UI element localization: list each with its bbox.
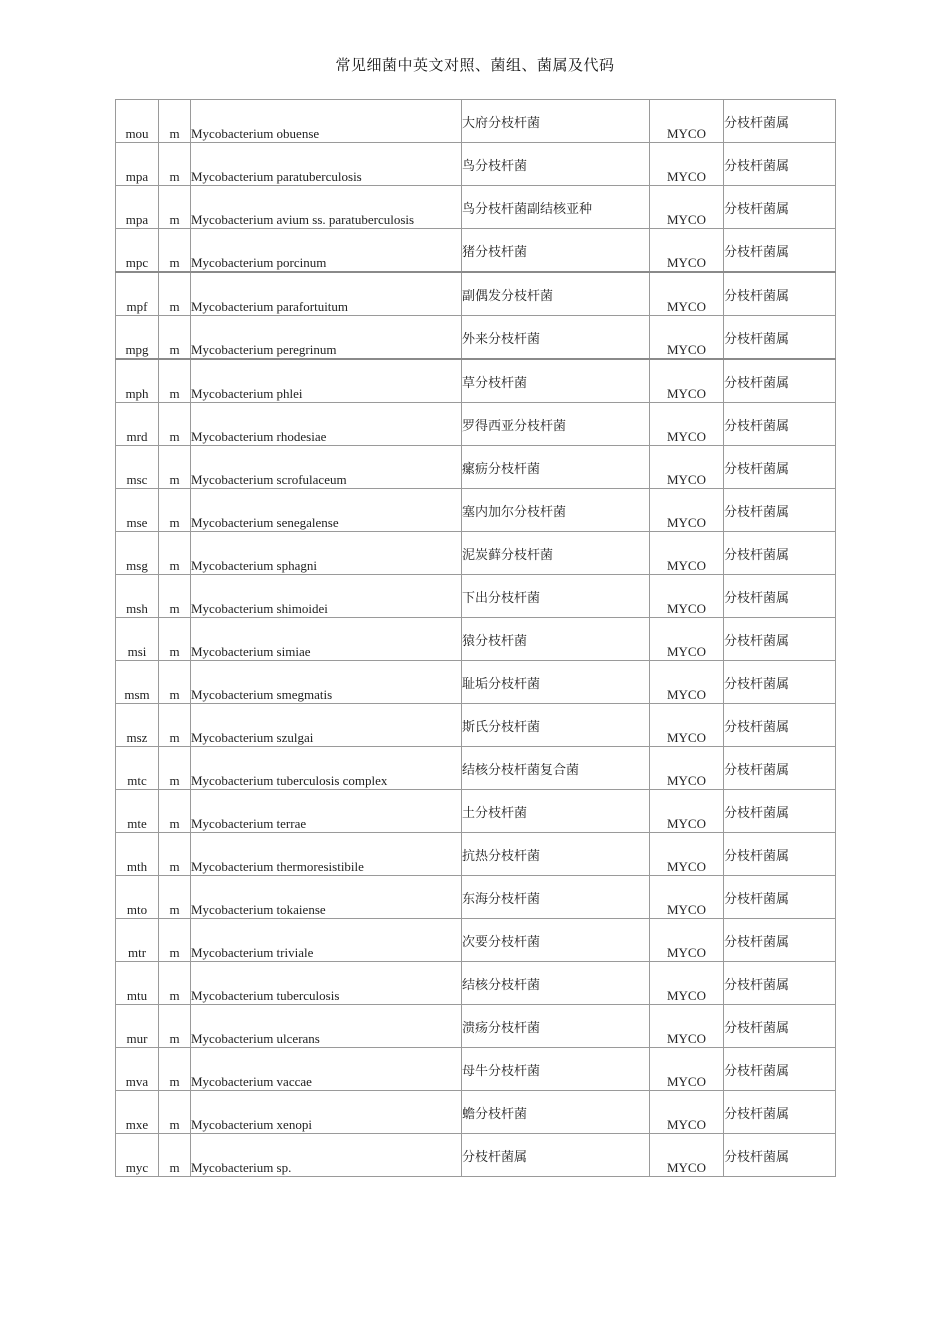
latin-name-cell: Mycobacterium terrae (191, 790, 462, 833)
m-cell: m (159, 919, 191, 962)
latin-name-cell: Mycobacterium avium ss. paratuberculosis (191, 186, 462, 229)
group-cell: MYCO (650, 186, 724, 229)
bacteria-code-table (115, 99, 836, 1177)
genus-cell: 分枝杆菌属 (724, 962, 836, 1005)
genus-cell: 分枝杆菌属 (724, 704, 836, 747)
page-title: 常见细菌中英文对照、菌组、菌属及代码 (335, 56, 615, 74)
latin-name-cell: Mycobacterium xenopi (191, 1091, 462, 1134)
genus-cell: 分枝杆菌属 (724, 790, 836, 833)
m-cell: m (159, 962, 191, 1005)
latin-name-cell: Mycobacterium sp. (191, 1134, 462, 1177)
chinese-name-cell: 母牛分枝杆菌 (462, 1048, 650, 1091)
chinese-name-cell: 大府分枝杆菌 (462, 100, 650, 143)
chinese-name-cell: 蟾分枝杆菌 (462, 1091, 650, 1134)
chinese-name-cell: 猪分枝杆菌 (462, 229, 650, 273)
m-cell: m (159, 359, 191, 403)
table-row (116, 661, 836, 704)
m-cell: m (159, 790, 191, 833)
chinese-name-cell: 外来分枝杆菌 (462, 316, 650, 360)
code-cell: msg (116, 532, 159, 575)
code-cell: msh (116, 575, 159, 618)
table-row (116, 833, 836, 876)
latin-name-cell: Mycobacterium tokaiense (191, 876, 462, 919)
table-row (116, 704, 836, 747)
chinese-name-cell: 耻垢分枝杆菌 (462, 661, 650, 704)
m-cell: m (159, 403, 191, 446)
m-cell: m (159, 575, 191, 618)
code-cell: msc (116, 446, 159, 489)
genus-cell: 分枝杆菌属 (724, 532, 836, 575)
m-cell: m (159, 186, 191, 229)
latin-name-cell: Mycobacterium ulcerans (191, 1005, 462, 1048)
code-cell: mpg (116, 316, 159, 360)
chinese-name-cell: 副偶发分枝杆菌 (462, 272, 650, 316)
genus-cell: 分枝杆菌属 (724, 1048, 836, 1091)
genus-cell: 分枝杆菌属 (724, 359, 836, 403)
table-row (116, 790, 836, 833)
group-cell: MYCO (650, 446, 724, 489)
chinese-name-cell: 溃疡分枝杆菌 (462, 1005, 650, 1048)
m-cell: m (159, 1048, 191, 1091)
group-cell: MYCO (650, 143, 724, 186)
chinese-name-cell: 抗热分枝杆菌 (462, 833, 650, 876)
latin-name-cell: Mycobacterium phlei (191, 359, 462, 403)
group-cell: MYCO (650, 489, 724, 532)
chinese-name-cell: 次要分枝杆菌 (462, 919, 650, 962)
genus-cell: 分枝杆菌属 (724, 661, 836, 704)
genus-cell: 分枝杆菌属 (724, 1134, 836, 1177)
code-cell: mou (116, 100, 159, 143)
code-cell: msi (116, 618, 159, 661)
table-row (116, 532, 836, 575)
chinese-name-cell: 结核分枝杆菌复合菌 (462, 747, 650, 790)
genus-cell: 分枝杆菌属 (724, 1091, 836, 1134)
table-row (116, 618, 836, 661)
group-cell: MYCO (650, 704, 724, 747)
chinese-name-cell: 泥炭藓分枝杆菌 (462, 532, 650, 575)
genus-cell: 分枝杆菌属 (724, 100, 836, 143)
table-row (116, 272, 836, 316)
code-cell: mur (116, 1005, 159, 1048)
m-cell: m (159, 876, 191, 919)
latin-name-cell: Mycobacterium scrofulaceum (191, 446, 462, 489)
m-cell: m (159, 833, 191, 876)
group-cell: MYCO (650, 618, 724, 661)
group-cell: MYCO (650, 1005, 724, 1048)
group-cell: MYCO (650, 359, 724, 403)
code-cell: mtc (116, 747, 159, 790)
table-row (116, 446, 836, 489)
genus-cell: 分枝杆菌属 (724, 143, 836, 186)
m-cell: m (159, 618, 191, 661)
code-cell: mtr (116, 919, 159, 962)
m-cell: m (159, 446, 191, 489)
chinese-name-cell: 鸟分枝杆菌 (462, 143, 650, 186)
code-cell: mse (116, 489, 159, 532)
m-cell: m (159, 272, 191, 316)
latin-name-cell: Mycobacterium parafortuitum (191, 272, 462, 316)
table-row (116, 1005, 836, 1048)
chinese-name-cell: 东海分枝杆菌 (462, 876, 650, 919)
latin-name-cell: Mycobacterium paratuberculosis (191, 143, 462, 186)
table-row (116, 747, 836, 790)
table-row (116, 403, 836, 446)
m-cell: m (159, 143, 191, 186)
group-cell: MYCO (650, 747, 724, 790)
group-cell: MYCO (650, 661, 724, 704)
chinese-name-cell: 下出分枝杆菌 (462, 575, 650, 618)
chinese-name-cell: 土分枝杆菌 (462, 790, 650, 833)
group-cell: MYCO (650, 272, 724, 316)
m-cell: m (159, 1005, 191, 1048)
m-cell: m (159, 1134, 191, 1177)
table-row (116, 186, 836, 229)
latin-name-cell: Mycobacterium szulgai (191, 704, 462, 747)
group-cell: MYCO (650, 100, 724, 143)
table-body (116, 100, 836, 1177)
code-cell: mrd (116, 403, 159, 446)
group-cell: MYCO (650, 532, 724, 575)
latin-name-cell: Mycobacterium shimoidei (191, 575, 462, 618)
group-cell: MYCO (650, 229, 724, 273)
genus-cell: 分枝杆菌属 (724, 272, 836, 316)
latin-name-cell: Mycobacterium tuberculosis complex (191, 747, 462, 790)
code-cell: mtu (116, 962, 159, 1005)
m-cell: m (159, 704, 191, 747)
latin-name-cell: Mycobacterium thermoresistibile (191, 833, 462, 876)
table-row (116, 919, 836, 962)
code-cell: mpa (116, 143, 159, 186)
group-cell: MYCO (650, 1134, 724, 1177)
code-cell: msz (116, 704, 159, 747)
latin-name-cell: Mycobacterium triviale (191, 919, 462, 962)
group-cell: MYCO (650, 790, 724, 833)
group-cell: MYCO (650, 962, 724, 1005)
genus-cell: 分枝杆菌属 (724, 229, 836, 273)
latin-name-cell: Mycobacterium senegalense (191, 489, 462, 532)
table-row (116, 229, 836, 273)
table-row (116, 1091, 836, 1134)
group-cell: MYCO (650, 833, 724, 876)
latin-name-cell: Mycobacterium smegmatis (191, 661, 462, 704)
table-row (116, 316, 836, 360)
table-row (116, 962, 836, 1005)
code-cell: mpc (116, 229, 159, 273)
m-cell: m (159, 747, 191, 790)
code-cell: msm (116, 661, 159, 704)
latin-name-cell: Mycobacterium peregrinum (191, 316, 462, 360)
table-row (116, 1048, 836, 1091)
chinese-name-cell: 塞内加尔分枝杆菌 (462, 489, 650, 532)
chinese-name-cell: 鸟分枝杆菌副结核亚种 (462, 186, 650, 229)
latin-name-cell: Mycobacterium rhodesiae (191, 403, 462, 446)
m-cell: m (159, 316, 191, 360)
code-cell: mte (116, 790, 159, 833)
m-cell: m (159, 229, 191, 273)
genus-cell: 分枝杆菌属 (724, 316, 836, 360)
genus-cell: 分枝杆菌属 (724, 446, 836, 489)
table-row (116, 1134, 836, 1177)
m-cell: m (159, 661, 191, 704)
chinese-name-cell: 斯氏分枝杆菌 (462, 704, 650, 747)
group-cell: MYCO (650, 1048, 724, 1091)
m-cell: m (159, 489, 191, 532)
code-cell: mpa (116, 186, 159, 229)
genus-cell: 分枝杆菌属 (724, 747, 836, 790)
chinese-name-cell: 猿分枝杆菌 (462, 618, 650, 661)
chinese-name-cell: 结核分枝杆菌 (462, 962, 650, 1005)
code-cell: mph (116, 359, 159, 403)
table-row (116, 359, 836, 403)
code-cell: mva (116, 1048, 159, 1091)
code-cell: mto (116, 876, 159, 919)
genus-cell: 分枝杆菌属 (724, 833, 836, 876)
code-cell: mth (116, 833, 159, 876)
latin-name-cell: Mycobacterium sphagni (191, 532, 462, 575)
group-cell: MYCO (650, 876, 724, 919)
table-row (116, 575, 836, 618)
group-cell: MYCO (650, 575, 724, 618)
code-cell: mpf (116, 272, 159, 316)
latin-name-cell: Mycobacterium vaccae (191, 1048, 462, 1091)
latin-name-cell: Mycobacterium tuberculosis (191, 962, 462, 1005)
genus-cell: 分枝杆菌属 (724, 618, 836, 661)
table-row (116, 489, 836, 532)
genus-cell: 分枝杆菌属 (724, 1005, 836, 1048)
m-cell: m (159, 100, 191, 143)
table-row (116, 100, 836, 143)
chinese-name-cell: 瘰疬分枝杆菌 (462, 446, 650, 489)
group-cell: MYCO (650, 403, 724, 446)
chinese-name-cell: 罗得西亚分枝杆菌 (462, 403, 650, 446)
group-cell: MYCO (650, 919, 724, 962)
latin-name-cell: Mycobacterium porcinum (191, 229, 462, 273)
group-cell: MYCO (650, 1091, 724, 1134)
table-row (116, 143, 836, 186)
chinese-name-cell: 草分枝杆菌 (462, 359, 650, 403)
m-cell: m (159, 1091, 191, 1134)
latin-name-cell: Mycobacterium simiae (191, 618, 462, 661)
code-cell: myc (116, 1134, 159, 1177)
genus-cell: 分枝杆菌属 (724, 876, 836, 919)
genus-cell: 分枝杆菌属 (724, 403, 836, 446)
genus-cell: 分枝杆菌属 (724, 186, 836, 229)
latin-name-cell: Mycobacterium obuense (191, 100, 462, 143)
chinese-name-cell: 分枝杆菌属 (462, 1134, 650, 1177)
genus-cell: 分枝杆菌属 (724, 919, 836, 962)
genus-cell: 分枝杆菌属 (724, 489, 836, 532)
code-cell: mxe (116, 1091, 159, 1134)
group-cell: MYCO (650, 316, 724, 360)
table-row (116, 876, 836, 919)
m-cell: m (159, 532, 191, 575)
genus-cell: 分枝杆菌属 (724, 575, 836, 618)
